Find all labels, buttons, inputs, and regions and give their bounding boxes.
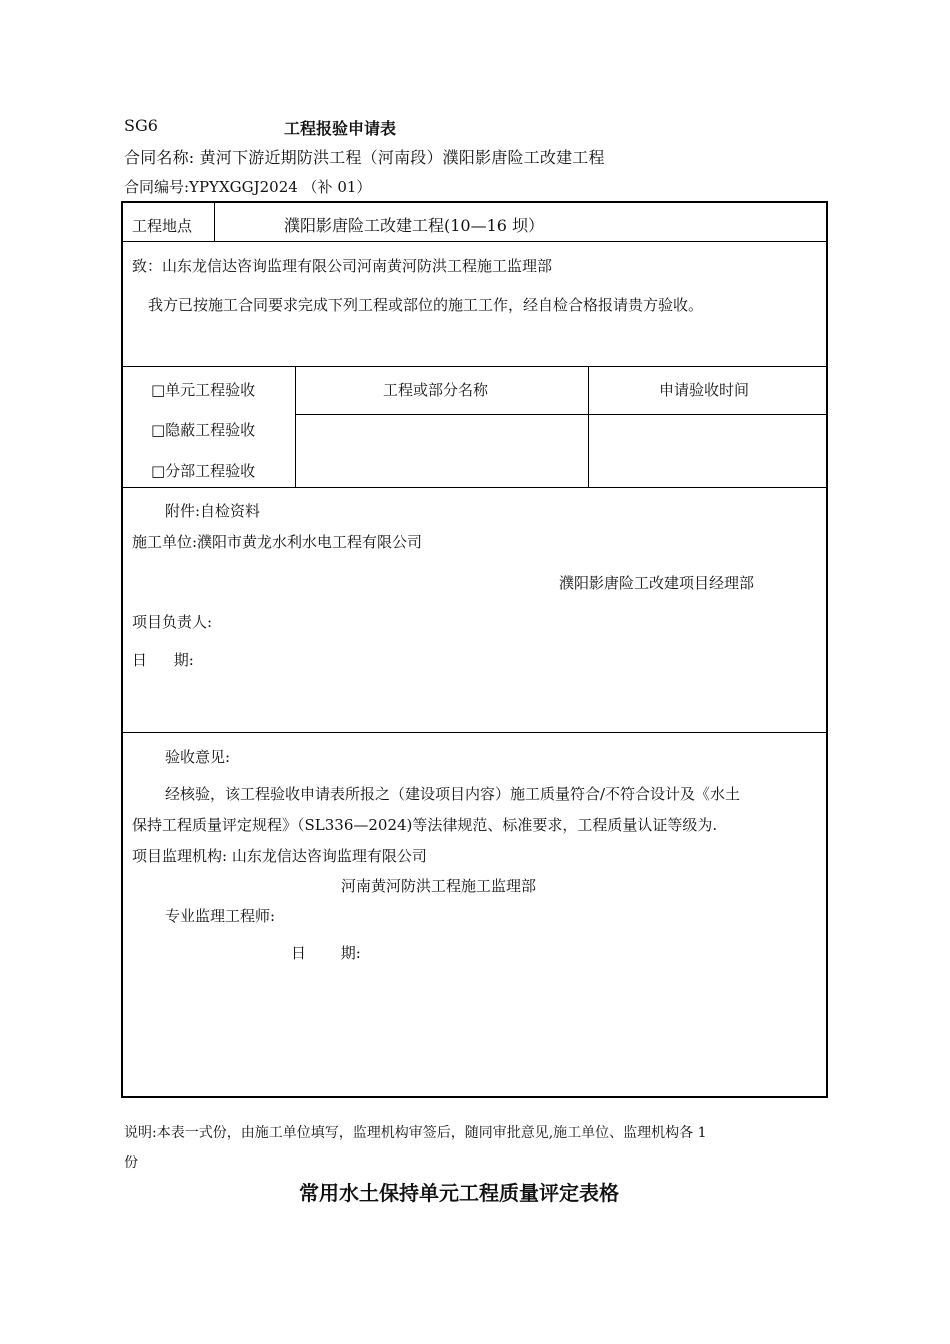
opinion-label: 验收意见:	[165, 748, 231, 766]
contract-number: 合同编号:YPYXGGJ2024 （补 01）	[124, 178, 372, 196]
opinion-text-line-2: 保持工程质量评定规程》（SL336—2024)等法律规范、标准要求，工程质量认证等级为.	[132, 816, 718, 834]
addressee-line: 致：山东龙信达咨询监理有限公司河南黄河防洪工程施工监理部	[132, 257, 553, 275]
request-time-field[interactable]	[590, 416, 826, 486]
option-unit-inspection[interactable]: □单元工程验收	[151, 381, 256, 399]
supervisor-org: 项目监理机构: 山东龙信达咨询监理有限公司	[132, 847, 427, 865]
col-divider	[295, 366, 296, 487]
option-concealed-inspection[interactable]: □隐蔽工程验收	[151, 421, 256, 439]
project-lead-label: 项目负责人:	[132, 613, 213, 631]
engineer-label: 专业监理工程师:	[165, 907, 276, 925]
opinion-text-line-1: 经核验，该工程验收申请表所报之（建设项目内容）施工质量符合/不符合设计及《水土	[165, 785, 741, 803]
row-divider	[123, 732, 826, 733]
section-title: 常用水土保持单元工程质量评定表格	[299, 1181, 619, 1205]
contractor-line: 施工单位:濮阳市黄龙水利水电工程有限公司	[132, 533, 423, 551]
project-name-field[interactable]	[297, 416, 586, 486]
supervisor-dept: 河南黄河防洪工程施工监理部	[341, 877, 537, 895]
project-dept: 濮阳影唐险工改建项目经理部	[559, 574, 755, 592]
form-code: SG6	[124, 116, 158, 135]
contract-name: 合同名称: 黄河下游近期防洪工程（河南段）濮阳影唐险工改建工程	[124, 148, 605, 167]
location-label: 工程地点	[132, 217, 193, 235]
form-title: 工程报验申请表	[284, 119, 397, 138]
date-label-2: 日 期:	[291, 944, 361, 962]
date-label: 日 期:	[132, 651, 194, 669]
column-header-project-name: 工程或部分名称	[383, 381, 489, 399]
col-divider	[588, 366, 589, 487]
column-header-request-time: 申请验收时间	[659, 381, 750, 399]
location-value: 濮阳影唐险工改建工程(10—16 坝）	[284, 216, 545, 235]
request-text: 我方已按施工合同要求完成下列工程或部位的施工工作，经自检合格报请贵方验收。	[148, 296, 704, 314]
inspection-request-table	[121, 201, 828, 1098]
row-divider	[295, 414, 826, 415]
col-divider	[214, 203, 215, 241]
option-division-inspection[interactable]: □分部工程验收	[151, 462, 256, 480]
row-divider	[123, 487, 826, 488]
row-divider	[123, 241, 826, 242]
attachment-line: 附件:自检资料	[165, 502, 261, 520]
row-divider	[123, 366, 826, 367]
note-line-1: 说明:本表一式份，由施工单位填写，监理机构审签后，随同审批意见,施工单位、监理机构各 1	[124, 1125, 707, 1141]
note-line-2: 份	[124, 1155, 138, 1171]
